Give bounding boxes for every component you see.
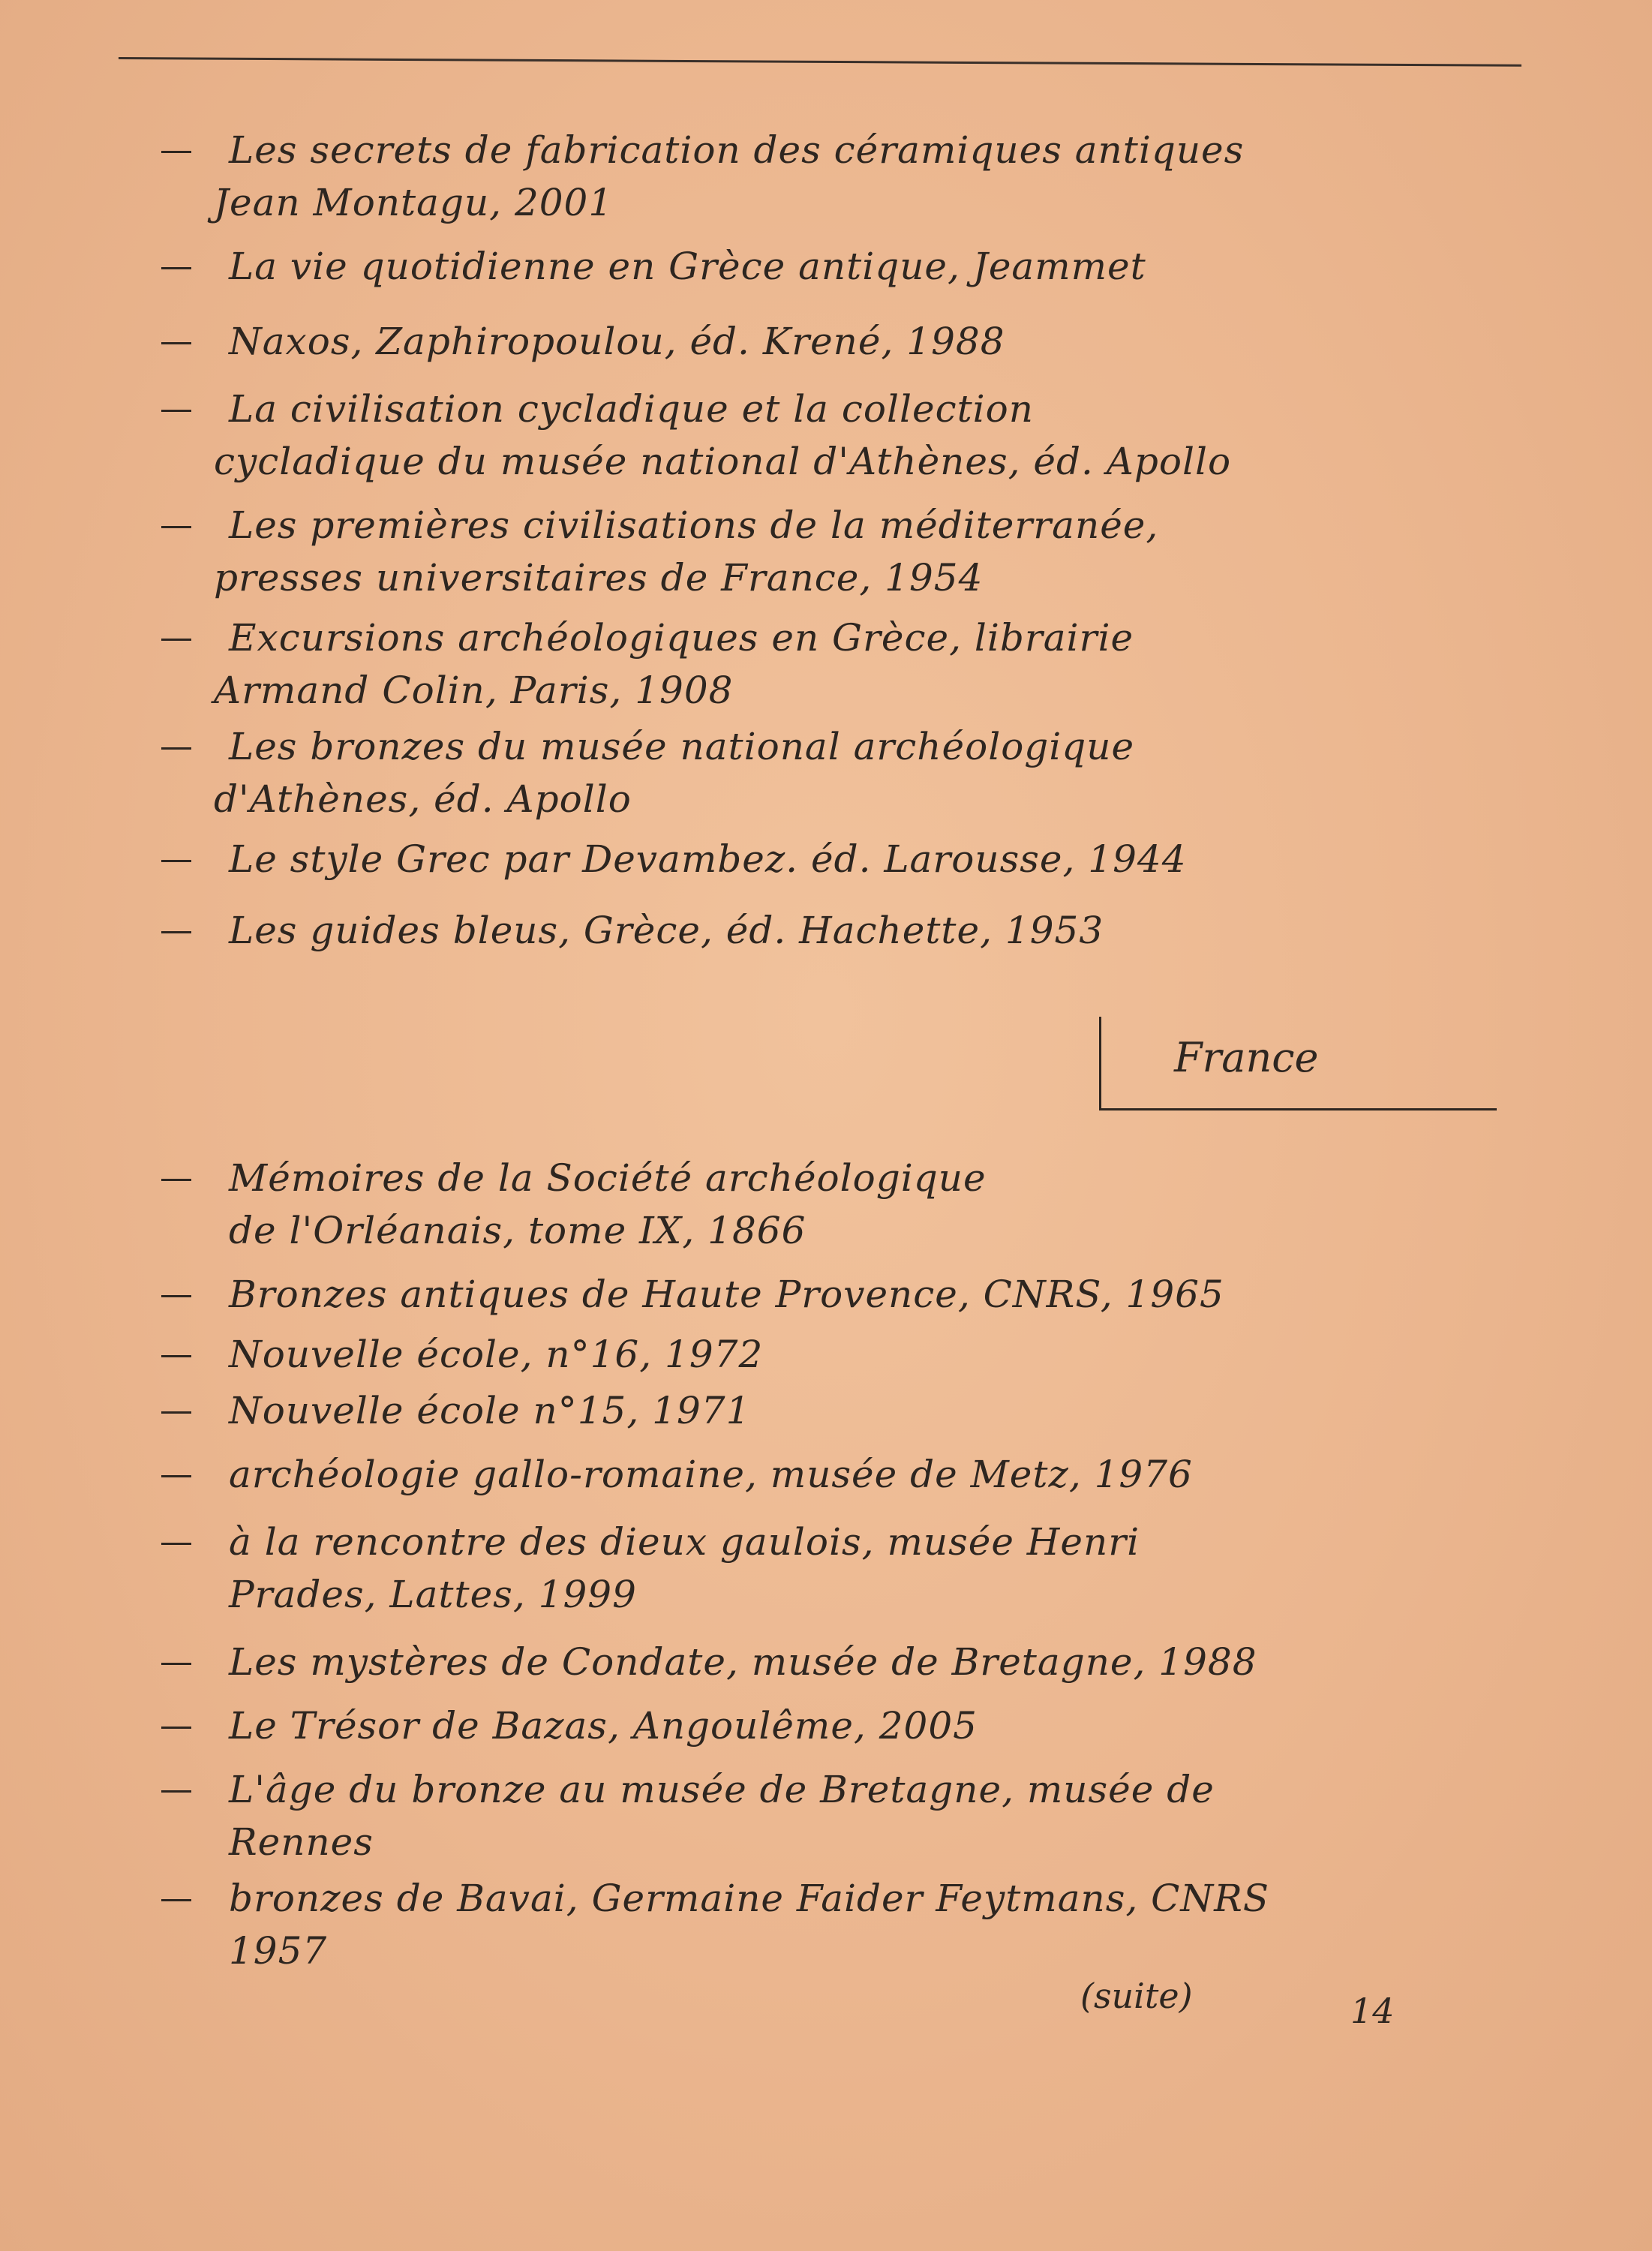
entry-dash <box>161 1179 191 1181</box>
entry-line: Armand Colin, Paris, 1908 <box>214 669 734 712</box>
entry-dash <box>161 1727 191 1729</box>
entry-line: 1957 <box>229 1929 328 1973</box>
entry-line: archéologie gallo-romaine, musée de Metz, 1976 <box>229 1453 1193 1496</box>
entry-dash <box>161 410 191 412</box>
entry-dash <box>161 1899 191 1901</box>
entry-dash <box>161 1663 191 1665</box>
entry-line: à la rencontre des dieux gaulois, musée Henri <box>229 1520 1140 1564</box>
entry-dash <box>161 151 191 153</box>
entry-line: La vie quotidienne en Grèce antique, Jeammet <box>229 245 1146 288</box>
entry-dash <box>161 267 191 269</box>
entry-line: Bronzes antiques de Haute Provence, CNRS, 1965 <box>229 1273 1224 1316</box>
entry-line: Nouvelle école n°15, 1971 <box>229 1389 751 1432</box>
entry-dash <box>161 526 191 528</box>
entry-line: L'âge du bronze au musée de Bretagne, musée de <box>229 1768 1215 1811</box>
entry-dash <box>161 1790 191 1793</box>
entry-dash <box>161 342 191 344</box>
entry-line: Prades, Lattes, 1999 <box>229 1573 637 1616</box>
entry-line: cycladique du musée national d'Athènes, éd. Apollo <box>214 440 1232 483</box>
entry-dash <box>161 931 191 933</box>
top-rule <box>119 57 1521 67</box>
entry-dash <box>161 1355 191 1357</box>
entry-line: d'Athènes, éd. Apollo <box>214 777 632 821</box>
heading-vertical-bar <box>1099 1017 1101 1110</box>
entry-line: La civilisation cycladique et la collection <box>229 387 1034 431</box>
entry-dash <box>161 747 191 750</box>
entry-dash <box>161 1543 191 1545</box>
entry-line: presses universitaires de France, 1954 <box>214 556 984 600</box>
continued-note: (suite) <box>1080 1976 1193 2016</box>
entry-line: Les premières civilisations de la méditerranée, <box>229 503 1159 547</box>
entry-line: Excursions archéologiques en Grèce, librairie <box>229 616 1134 660</box>
entry-line: Les guides bleus, Grèce, éd. Hachette, 1953 <box>229 909 1104 952</box>
entry-dash <box>161 860 191 862</box>
heading-underline <box>1099 1108 1497 1110</box>
entry-line: Les mystères de Condate, musée de Bretagne, 1988 <box>229 1640 1257 1684</box>
entry-line: Mémoires de la Société archéologique <box>229 1156 987 1200</box>
entry-line: Rennes <box>229 1820 374 1864</box>
entry-dash <box>161 1411 191 1414</box>
entry-line: Les secrets de fabrication des céramiques antiques <box>229 128 1245 172</box>
entry-line: Le Trésor de Bazas, Angoulême, 2005 <box>229 1704 978 1748</box>
entry-line: Les bronzes du musée national archéologique <box>229 725 1135 768</box>
entry-line: Naxos, Zaphiropoulou, éd. Krené, 1988 <box>229 320 1005 363</box>
section-heading-france <box>1099 1017 1497 1110</box>
entry-line: de l'Orléanais, tome IX, 1866 <box>229 1209 806 1252</box>
entry-line: Nouvelle école, n°16, 1972 <box>229 1333 764 1376</box>
section-heading-text: France <box>1174 1034 1319 1081</box>
entry-dash <box>161 1295 191 1297</box>
entry-line: Le style Grec par Devambez. éd. Larousse, 1944 <box>229 837 1187 881</box>
entry-dash <box>161 639 191 641</box>
entry-line: Jean Montagu, 2001 <box>214 181 614 224</box>
entry-line: bronzes de Bavai, Germaine Faider Feytmans, CNRS <box>229 1877 1270 1920</box>
page-number: 14 <box>1350 1991 1395 2031</box>
entry-dash <box>161 1475 191 1477</box>
